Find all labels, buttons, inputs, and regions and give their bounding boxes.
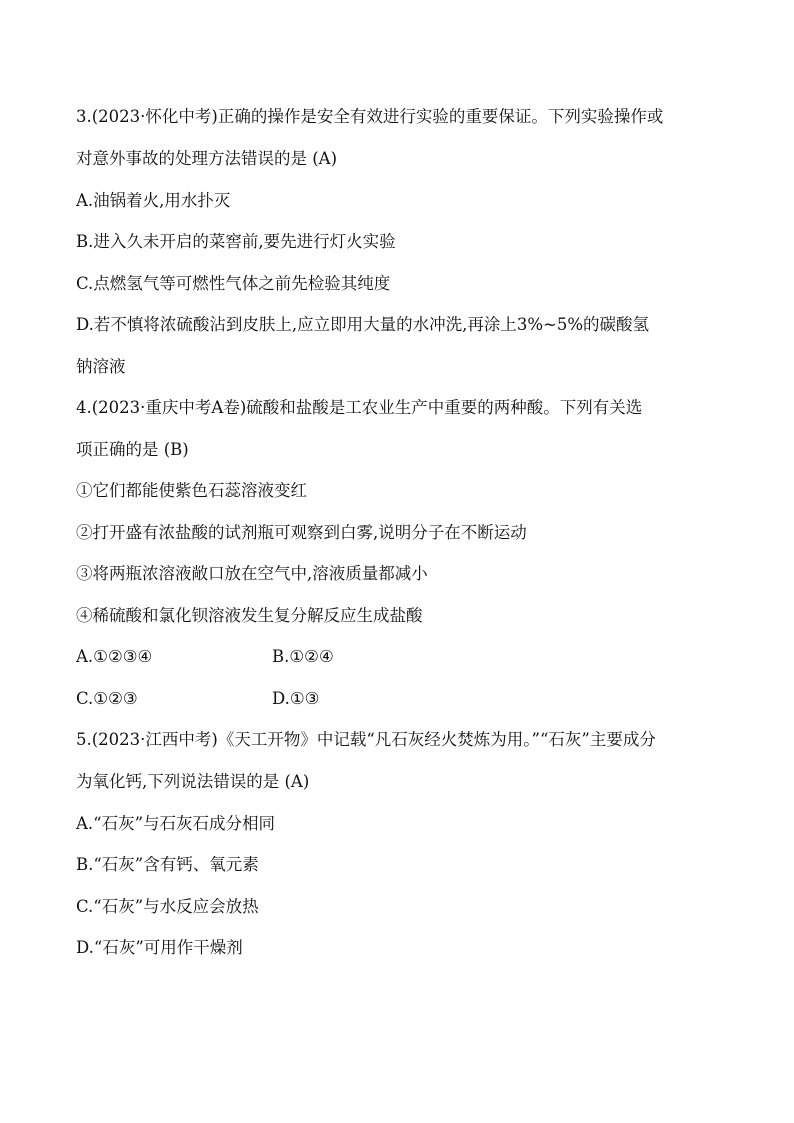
q4-option-a: A.①②③④ <box>76 647 153 666</box>
q3-option-b: B.进入久未开启的菜窖前,要先进行灯火实验 <box>76 232 396 251</box>
q5-option-c: C.“石灰”与水反应会放热 <box>76 897 259 916</box>
q3-stem-line1: 3.(2023·怀化中考)正确的操作是安全有效进行实验的重要保证。下列实验操作或 <box>76 107 664 126</box>
q5-stem-line1: 5.(2023·江西中考)《天工开物》中记载“凡石灰经火焚炼为用。”“石灰”主要成分 <box>76 730 656 749</box>
q4-option-b: B.①②④ <box>272 647 334 666</box>
q4-option-c: C.①②③ <box>76 689 138 708</box>
q4-statement-2: ②打开盛有浓盐酸的试剂瓶可观察到白雾,说明分子在不断运动 <box>76 523 527 542</box>
q4-statement-1: ①它们都能使紫色石蕊溶液变红 <box>76 481 307 500</box>
q5-option-b: B.“石灰”含有钙、氧元素 <box>76 855 259 874</box>
q5-stem-line2: 为氧化钙,下列说法错误的是 (A) <box>76 772 310 791</box>
q3-option-d-line2: 钠溶液 <box>76 357 126 376</box>
q4-option-d: D.①③ <box>272 689 320 708</box>
q4-stem-line1: 4.(2023·重庆中考A卷)硫酸和盐酸是工农业生产中重要的两种酸。下列有关选 <box>76 398 643 417</box>
q4-statement-3: ③将两瓶浓溶液敞口放在空气中,溶液质量都减小 <box>76 564 428 583</box>
q4-statement-4: ④稀硫酸和氯化钡溶液发生复分解反应生成盐酸 <box>76 606 423 625</box>
q3-option-a: A.油锅着火,用水扑灭 <box>76 191 231 210</box>
q3-option-d-line1: D.若不慎将浓硫酸沾到皮肤上,应立即用大量的水冲洗,再涂上3%~5%的碳酸氢 <box>76 315 650 334</box>
q5-option-d: D.“石灰”可用作干燥剂 <box>76 938 243 957</box>
q5-option-a: A.“石灰”与石灰石成分相同 <box>76 814 276 833</box>
q3-stem-line2: 对意外事故的处理方法错误的是 (A) <box>76 149 338 168</box>
q4-stem-line2: 项正确的是 (B) <box>76 440 189 459</box>
q3-option-c: C.点燃氢气等可燃性气体之前先检验其纯度 <box>76 274 391 293</box>
